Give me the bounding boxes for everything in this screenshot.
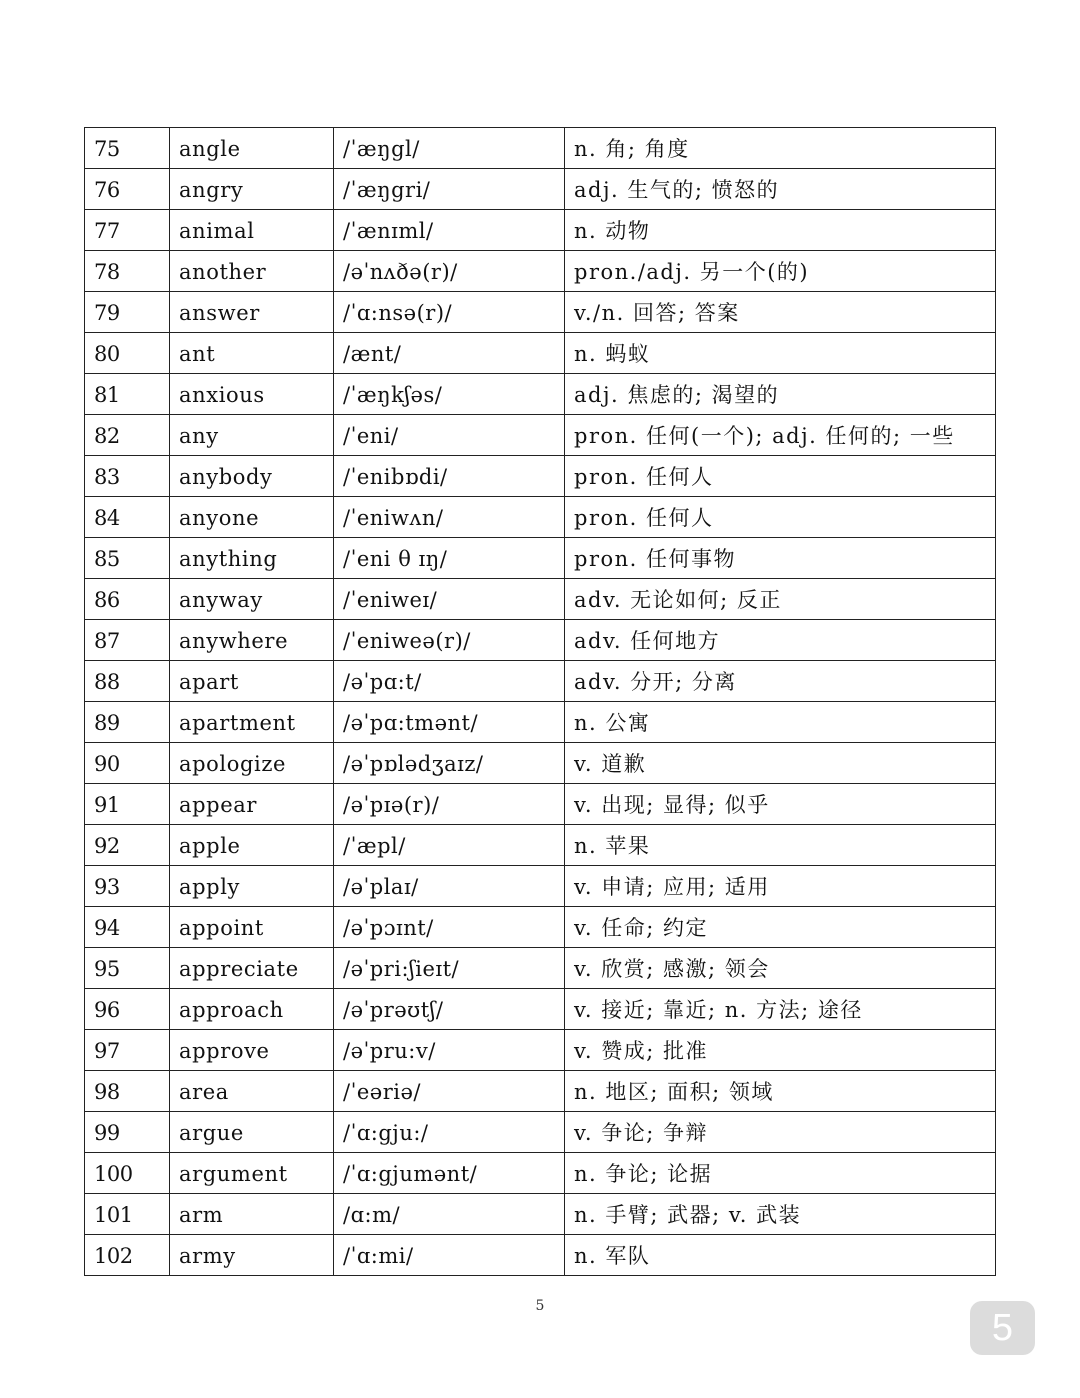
- table-row: [85, 415, 996, 456]
- entry-meaning: adv. 无论如何; 反正: [565, 579, 996, 620]
- entry-meaning: adv. 任何地方: [565, 620, 996, 661]
- entry-meaning: n. 蚂蚁: [565, 333, 996, 374]
- entry-phonetic: /əˈpɒlədʒaɪz/: [334, 743, 565, 784]
- page-number: 5: [535, 1298, 545, 1314]
- table-row: [85, 579, 996, 620]
- entry-phonetic: /ˈeni θ ɪŋ/: [334, 538, 565, 579]
- entry-word: anyway: [170, 579, 334, 620]
- entry-number: 86: [85, 579, 170, 620]
- entry-meaning: v. 接近; 靠近; n. 方法; 途径: [565, 989, 996, 1030]
- entry-number: 89: [85, 702, 170, 743]
- table-row: [85, 620, 996, 661]
- entry-word: anxious: [170, 374, 334, 415]
- entry-word: anything: [170, 538, 334, 579]
- entry-word: approve: [170, 1030, 334, 1071]
- entry-number: 96: [85, 989, 170, 1030]
- entry-word: argue: [170, 1112, 334, 1153]
- entry-number: 79: [85, 292, 170, 333]
- entry-word: anywhere: [170, 620, 334, 661]
- vocabulary-table: [84, 127, 996, 1276]
- entry-meaning: v. 申请; 应用; 适用: [565, 866, 996, 907]
- entry-phonetic: /əˈpri:ʃieɪt/: [334, 948, 565, 989]
- entry-meaning: v./n. 回答; 答案: [565, 292, 996, 333]
- entry-meaning: pron. 任何(一个); adj. 任何的; 一些: [565, 415, 996, 456]
- table-row: [85, 784, 996, 825]
- table-row: [85, 948, 996, 989]
- table-row: [85, 1030, 996, 1071]
- entry-word: apologize: [170, 743, 334, 784]
- table-row: [85, 251, 996, 292]
- entry-phonetic: /ænt/: [334, 333, 565, 374]
- table-row: [85, 374, 996, 415]
- entry-phonetic: /əˈprəʊtʃ/: [334, 989, 565, 1030]
- entry-phonetic: /ˈeniwʌn/: [334, 497, 565, 538]
- table-row: [85, 907, 996, 948]
- entry-phonetic: /ˈeniweɪ/: [334, 579, 565, 620]
- entry-meaning: n. 军队: [565, 1235, 996, 1276]
- entry-phonetic: /ˈɑ:nsə(r)/: [334, 292, 565, 333]
- entry-meaning: v. 任命; 约定: [565, 907, 996, 948]
- entry-meaning: pron. 任何人: [565, 497, 996, 538]
- table-row: [85, 1153, 996, 1194]
- entry-phonetic: /ˈænɪml/: [334, 210, 565, 251]
- entry-phonetic: /ˈæŋkʃəs/: [334, 374, 565, 415]
- table-row: [85, 702, 996, 743]
- entry-meaning: v. 出现; 显得; 似乎: [565, 784, 996, 825]
- entry-meaning: n. 公寓: [565, 702, 996, 743]
- entry-meaning: adj. 焦虑的; 渴望的: [565, 374, 996, 415]
- entry-word: area: [170, 1071, 334, 1112]
- entry-word: argument: [170, 1153, 334, 1194]
- entry-phonetic: /ˈeniweə(r)/: [334, 620, 565, 661]
- entry-word: answer: [170, 292, 334, 333]
- entry-phonetic: /ˈeəriə/: [334, 1071, 565, 1112]
- entry-phonetic: /ˈæpl/: [334, 825, 565, 866]
- entry-phonetic: /ˈɑ:mi/: [334, 1235, 565, 1276]
- entry-phonetic: /əˈpru:v/: [334, 1030, 565, 1071]
- entry-word: ant: [170, 333, 334, 374]
- table-row: [85, 333, 996, 374]
- entry-word: anyone: [170, 497, 334, 538]
- table-row: [85, 1235, 996, 1276]
- entry-word: any: [170, 415, 334, 456]
- entry-meaning: n. 手臂; 武器; v. 武装: [565, 1194, 996, 1235]
- entry-meaning: pron./adj. 另一个(的): [565, 251, 996, 292]
- entry-meaning: adj. 生气的; 愤怒的: [565, 169, 996, 210]
- entry-word: another: [170, 251, 334, 292]
- entry-word: anybody: [170, 456, 334, 497]
- entry-word: appoint: [170, 907, 334, 948]
- table-row: [85, 210, 996, 251]
- entry-meaning: n. 动物: [565, 210, 996, 251]
- entry-number: 98: [85, 1071, 170, 1112]
- table-row: [85, 825, 996, 866]
- entry-meaning: v. 争论; 争辩: [565, 1112, 996, 1153]
- table-row: [85, 497, 996, 538]
- table-row: [85, 1194, 996, 1235]
- entry-number: 81: [85, 374, 170, 415]
- entry-number: 82: [85, 415, 170, 456]
- entry-number: 77: [85, 210, 170, 251]
- entry-phonetic: /ˈɑ:gju:/: [334, 1112, 565, 1153]
- entry-number: 94: [85, 907, 170, 948]
- entry-word: apple: [170, 825, 334, 866]
- entry-number: 84: [85, 497, 170, 538]
- entry-number: 78: [85, 251, 170, 292]
- entry-number: 102: [85, 1235, 170, 1276]
- entry-number: 90: [85, 743, 170, 784]
- entry-word: army: [170, 1235, 334, 1276]
- table-row: [85, 292, 996, 333]
- entry-meaning: adv. 分开; 分离: [565, 661, 996, 702]
- entry-meaning: v. 欣赏; 感激; 领会: [565, 948, 996, 989]
- entry-number: 101: [85, 1194, 170, 1235]
- entry-number: 99: [85, 1112, 170, 1153]
- entry-word: angry: [170, 169, 334, 210]
- entry-phonetic: /əˈplaɪ/: [334, 866, 565, 907]
- table-row: [85, 661, 996, 702]
- entry-number: 91: [85, 784, 170, 825]
- entry-word: appreciate: [170, 948, 334, 989]
- entry-phonetic: /ˈeni/: [334, 415, 565, 456]
- entry-number: 100: [85, 1153, 170, 1194]
- table-row: [85, 989, 996, 1030]
- entry-phonetic: /əˈnʌðə(r)/: [334, 251, 565, 292]
- table-row: [85, 743, 996, 784]
- entry-word: apply: [170, 866, 334, 907]
- table-row: [85, 169, 996, 210]
- table-row: [85, 538, 996, 579]
- entry-number: 97: [85, 1030, 170, 1071]
- entry-phonetic: /ɑ:m/: [334, 1194, 565, 1235]
- entry-phonetic: /əˈpɔɪnt/: [334, 907, 565, 948]
- entry-meaning: v. 赞成; 批准: [565, 1030, 996, 1071]
- entry-number: 76: [85, 169, 170, 210]
- entry-word: appear: [170, 784, 334, 825]
- page-number-badge: 5: [970, 1301, 1035, 1355]
- entry-meaning: n. 角; 角度: [565, 128, 996, 169]
- table-row: [85, 1071, 996, 1112]
- entry-word: angle: [170, 128, 334, 169]
- entry-word: arm: [170, 1194, 334, 1235]
- entry-word: approach: [170, 989, 334, 1030]
- vocabulary-table-body: [85, 128, 996, 1276]
- entry-meaning: n. 地区; 面积; 领域: [565, 1071, 996, 1112]
- entry-meaning: pron. 任何人: [565, 456, 996, 497]
- entry-number: 83: [85, 456, 170, 497]
- entry-number: 80: [85, 333, 170, 374]
- table-row: [85, 128, 996, 169]
- entry-meaning: n. 争论; 论据: [565, 1153, 996, 1194]
- entry-number: 92: [85, 825, 170, 866]
- entry-phonetic: /əˈpɑ:t/: [334, 661, 565, 702]
- entry-phonetic: /əˈpɪə(r)/: [334, 784, 565, 825]
- entry-word: apartment: [170, 702, 334, 743]
- entry-word: animal: [170, 210, 334, 251]
- table-row: [85, 866, 996, 907]
- entry-phonetic: /ˈɑ:gjumənt/: [334, 1153, 565, 1194]
- entry-phonetic: /ˈæŋgl/: [334, 128, 565, 169]
- entry-word: apart: [170, 661, 334, 702]
- entry-meaning: v. 道歉: [565, 743, 996, 784]
- entry-meaning: pron. 任何事物: [565, 538, 996, 579]
- entry-number: 88: [85, 661, 170, 702]
- entry-phonetic: /ˈæŋgri/: [334, 169, 565, 210]
- entry-phonetic: /ˈenibɒdi/: [334, 456, 565, 497]
- table-row: [85, 456, 996, 497]
- entry-number: 87: [85, 620, 170, 661]
- table-row: [85, 1112, 996, 1153]
- entry-number: 85: [85, 538, 170, 579]
- entry-meaning: n. 苹果: [565, 825, 996, 866]
- entry-phonetic: /əˈpɑ:tmənt/: [334, 702, 565, 743]
- entry-number: 93: [85, 866, 170, 907]
- entry-number: 75: [85, 128, 170, 169]
- entry-number: 95: [85, 948, 170, 989]
